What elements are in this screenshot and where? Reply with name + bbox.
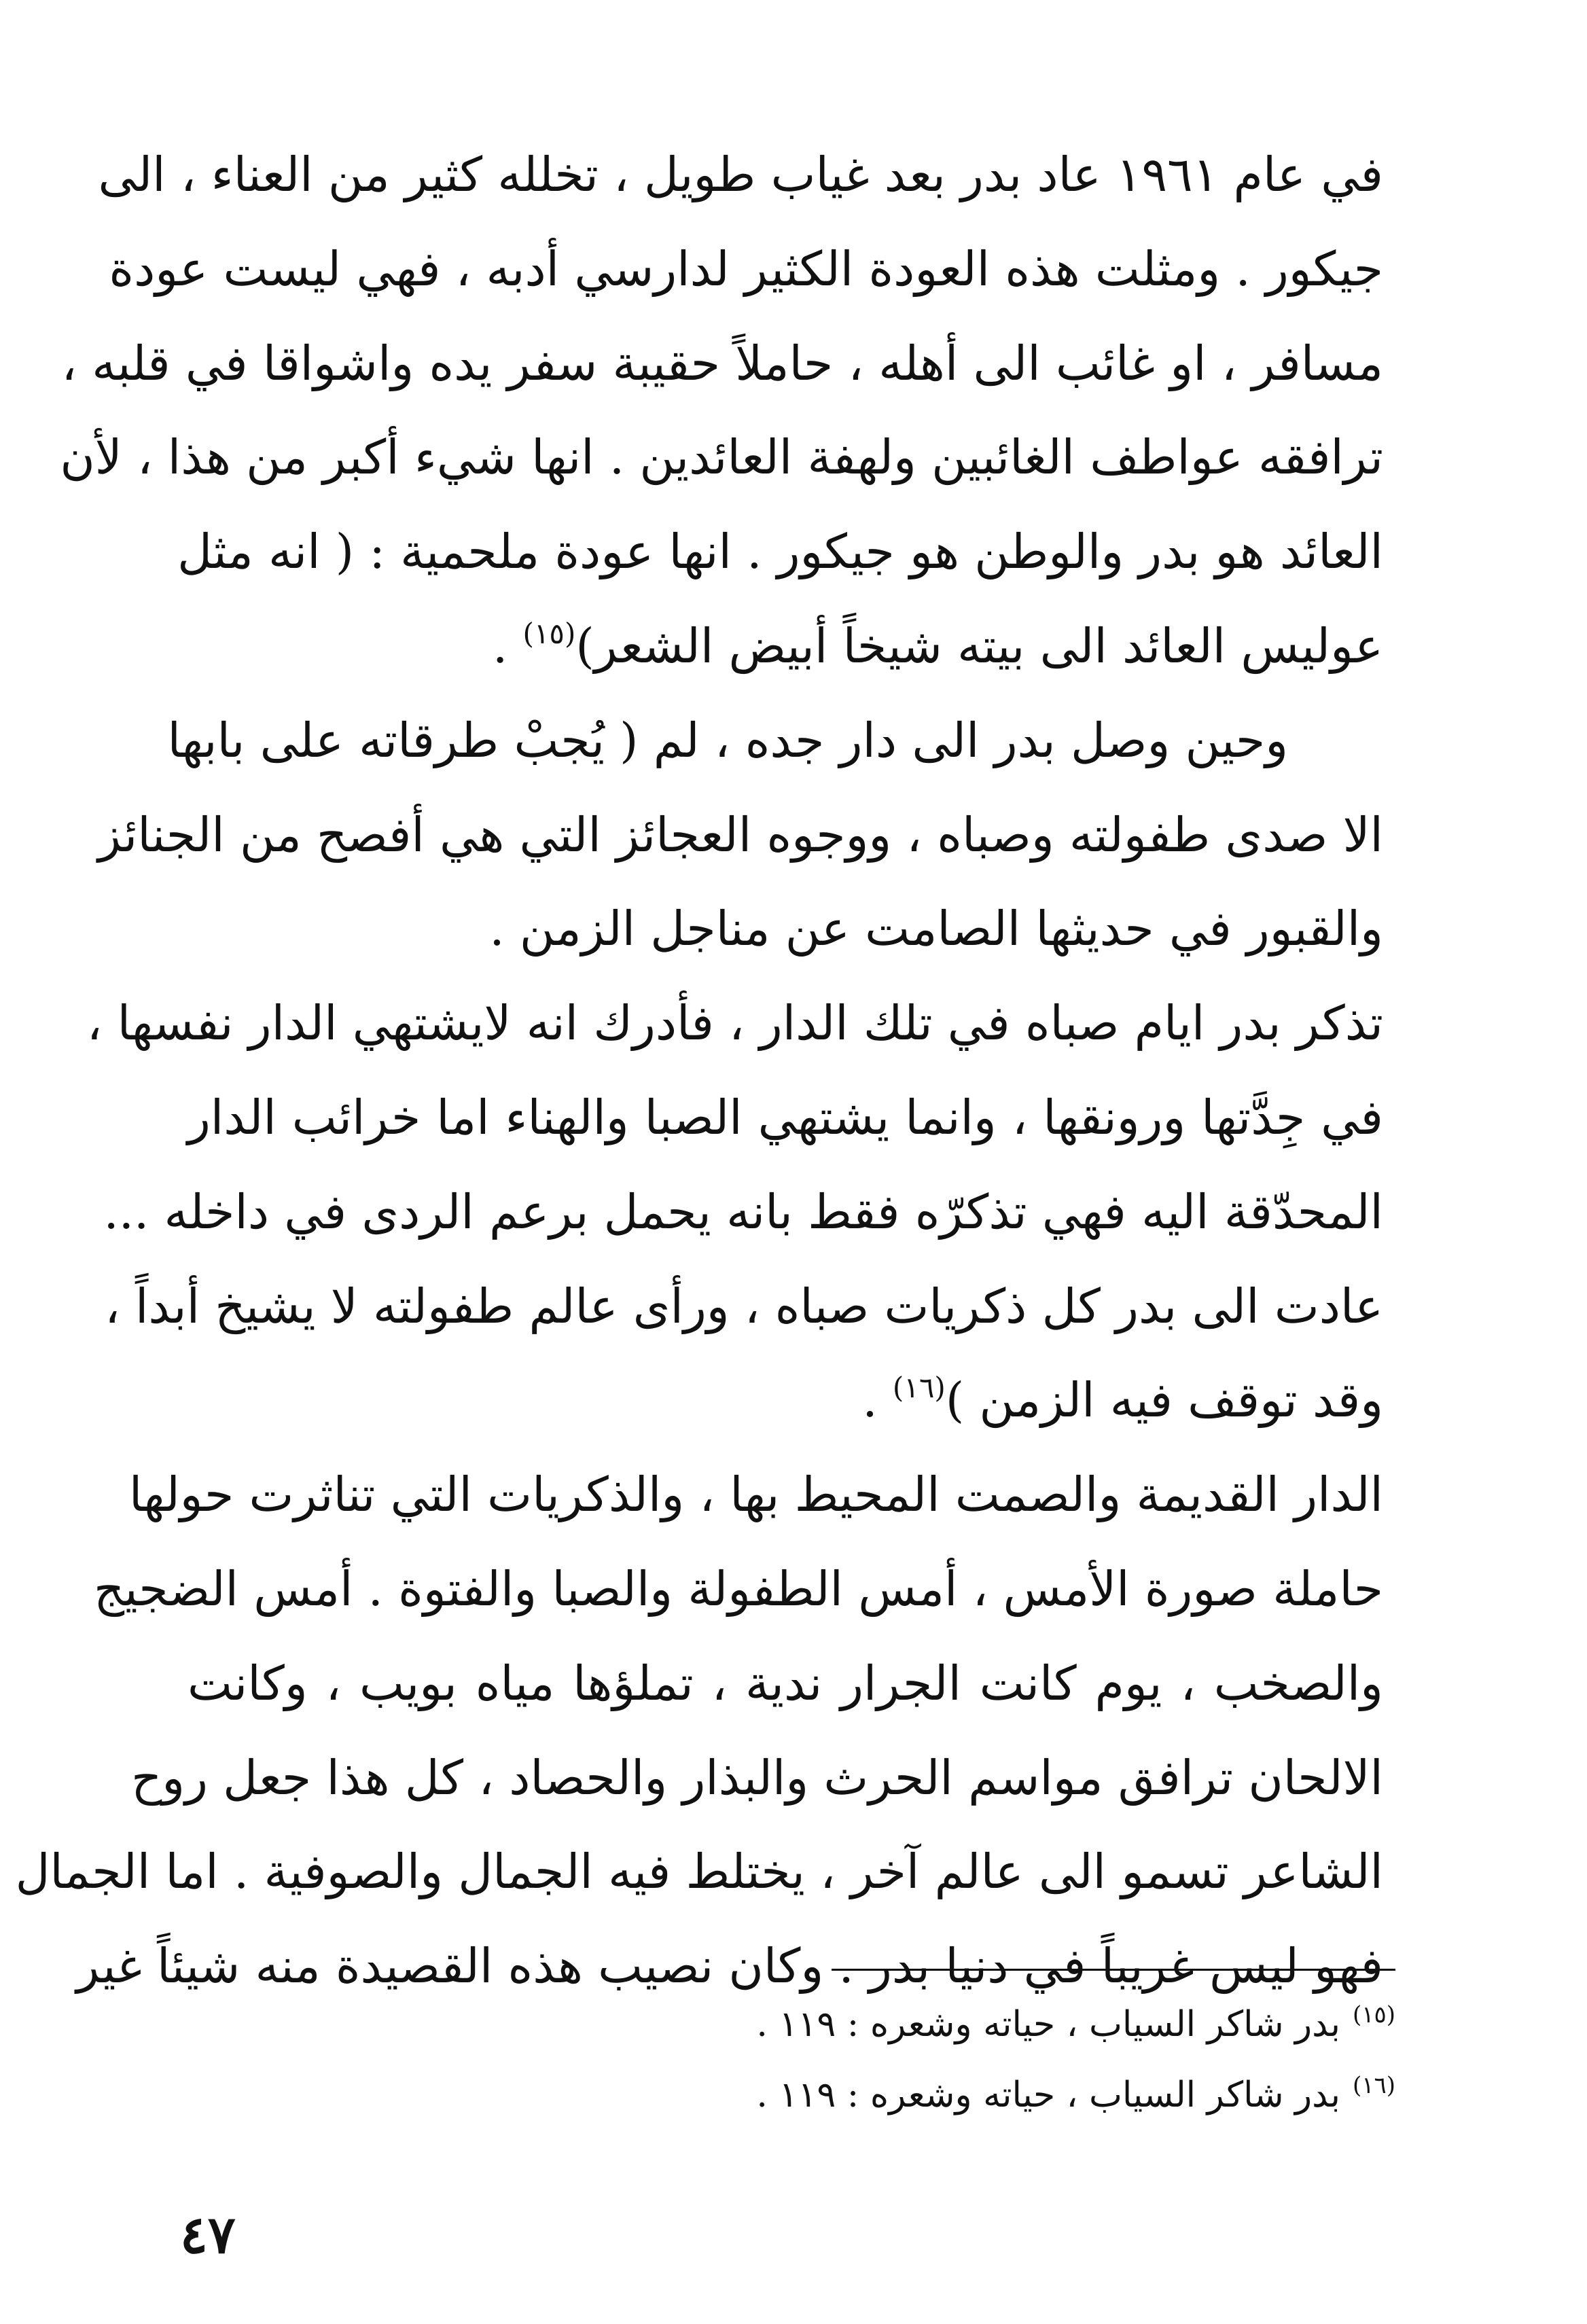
body-line: مسافر ، او غائب الى أهله ، حاملاً حقيبة سفر يده واشواقا في قلبه ، (61, 335, 1383, 391)
body-line: الالحان ترافق مواسم الحرث والبذار والحصاد ، كل هذا جعل روح (131, 1749, 1383, 1806)
body-line: والصخب ، يوم كانت الجرار ندية ، تملؤها مياه بويب ، وكانت (188, 1655, 1383, 1711)
footnote-ref-16: (١٦) (892, 1371, 946, 1405)
body-line-with-footnote (188, 599, 1383, 694)
body-text (15, 128, 1383, 2014)
page-number: ٤٧ (180, 2204, 236, 2265)
footnote-divider (832, 1969, 1395, 1971)
body-line: عادت الى بدر كل ذكريات صباه ، ورأى عالم طفولته لا يشيخ أبداً ، (105, 1278, 1383, 1334)
body-line-with-footnote (188, 1353, 1383, 1448)
body-line: العائد هو بدر والوطن هو جيكور . انها عودة ملحمية : ( انه مثل (177, 524, 1383, 580)
body-line: في عام ١٩٦١ عاد بدر بعد غياب طويل ، تخلله كثير من العناء ، الى (98, 147, 1383, 202)
body-line: الا صدى طفولته وصباه ، ووجوه العجائز التي هي أفصح من الجنائز (98, 806, 1383, 863)
body-line: المحدّقة اليه فهي تذكرّه فقط بانه يحمل برعم الردى في داخله ... (103, 1183, 1383, 1240)
body-line: حاملة صورة الأمس ، أمس الطفولة والصبا والفتوة . أمس الضجيج (94, 1560, 1383, 1617)
body-line-text: عوليس العائد الى بيته شيخاً أبيض الشعر) (575, 618, 1383, 674)
body-line: الدار القديمة والصمت المحيط بها ، والذكريات التي تناثرت حولها (128, 1467, 1383, 1523)
body-line: وحين وصل بدر الى دار جده ، لم ( يُجبْ طرقاته على بابها (167, 712, 1288, 768)
footnote-mark: (١٦) (1352, 2072, 1395, 2099)
body-line: الشاعر تسمو الى عالم آخر ، يختلط فيه الجمال والصوفية . اما الجمال (15, 1844, 1383, 1900)
body-line: جيكور . ومثلت هذه العودة الكثير لدارسي أدبه ، فهي ليست عودة (109, 240, 1383, 297)
body-line: والقبور في حديثها الصامت عن مناجل الزمن . (489, 901, 1383, 957)
footnote-16 (716, 2060, 1395, 2130)
footnote-15 (716, 1989, 1395, 2060)
footnote-text: بدر شاكر السياب ، حياته وشعره : ١١٩ . (756, 2075, 1340, 2115)
footnotes (716, 1989, 1395, 2130)
footnote-mark: (١٥) (1352, 2001, 1395, 2028)
footnote-text: بدر شاكر السياب ، حياته وشعره : ١١٩ . (756, 2004, 1340, 2045)
body-line-text: وقد توقف فيه الزمن ) (945, 1372, 1383, 1429)
body-line: فهو ليس غريباً في دنيا بدر . وكان نصيب هذه القصيدة منه شيئاً غير (76, 1938, 1383, 1995)
footnote-ref-15: (١٥) (522, 616, 576, 650)
body-line-end: . (862, 1372, 893, 1429)
body-line: ترافقه عواطف الغائبين ولهفة العائدين . انها شيء أكبر من هذا ، لأن (60, 429, 1383, 486)
body-line-end: . (492, 618, 523, 674)
body-line: تذكر بدر ايام صباه في تلك الدار ، فأدرك انه لايشتهي الدار نفسها ، (86, 995, 1383, 1052)
body-line: في جِدَّتها ورونقها ، وانما يشتهي الصبا والهناء اما خرائب الدار (188, 1089, 1383, 1145)
